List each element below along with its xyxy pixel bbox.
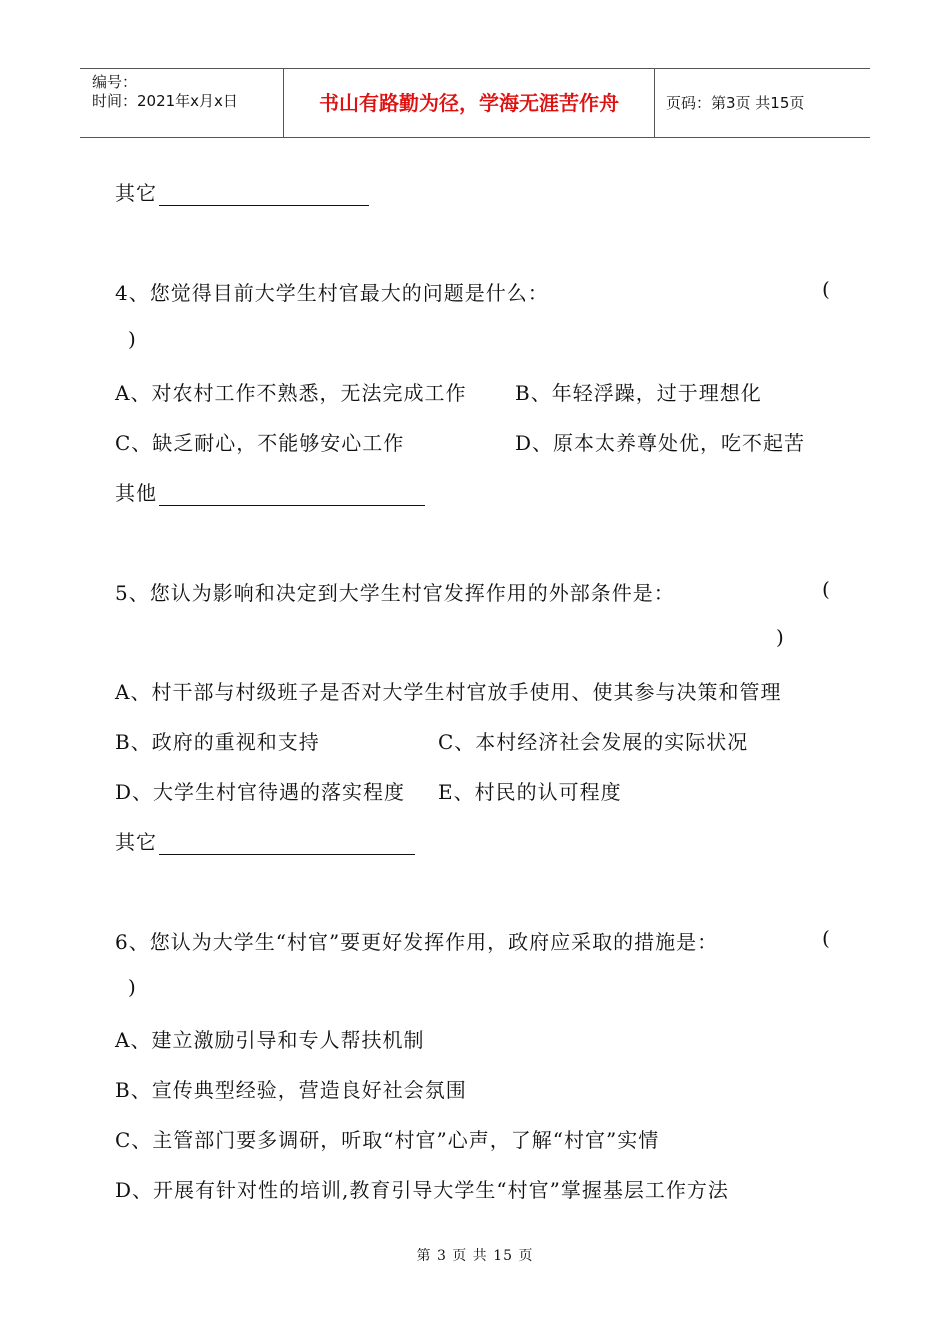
q5-option-b: B、政府的重视和支持 xyxy=(115,730,320,754)
page-footer: 第 3 页 共 15 页 xyxy=(416,1248,534,1264)
q4-option-a: A、对农村工作不熟悉，无法完成工作 xyxy=(115,381,467,405)
q6-answer-paren-close: ) xyxy=(128,975,136,999)
header-page-info: 页码：第3页 共15页 xyxy=(666,94,805,112)
number-label: 编号： xyxy=(92,73,138,91)
q6-option-a: A、建立激励引导和专人帮扶机制 xyxy=(115,1028,425,1052)
page-header xyxy=(80,68,870,138)
q4-answer-paren-open: ( xyxy=(822,277,830,301)
q3-other-label: 其它 xyxy=(115,181,157,205)
q5-answer-paren-open: ( xyxy=(822,577,830,601)
q6-question: 6、您认为大学生“村官”要更好发挥作用，政府应采取的措施是： xyxy=(115,930,719,954)
q4-other-blank[interactable] xyxy=(159,483,425,506)
q4-option-c: C、缺乏耐心，不能够安心工作 xyxy=(115,431,405,455)
q4-other-label: 其他 xyxy=(115,481,157,505)
q3-other-line xyxy=(115,177,369,206)
q5-other-blank[interactable] xyxy=(159,832,415,855)
q4-other-line xyxy=(115,477,425,506)
q6-option-b: B、宣传典型经验，营造良好社会氛围 xyxy=(115,1078,467,1102)
header-meta xyxy=(80,69,283,137)
q5-other-line xyxy=(115,826,415,855)
q6-answer-paren-open: ( xyxy=(822,926,830,950)
q5-option-d: D、大学生村官待遇的落实程度 xyxy=(115,780,406,804)
q4-question: 4、您觉得目前大学生村官最大的问题是什么： xyxy=(115,281,549,305)
q5-option-e: E、村民的认可程度 xyxy=(438,780,622,804)
q4-option-d: D、原本太养尊处优，吃不起苦 xyxy=(515,431,806,455)
date-label: 时间：2021年x月x日 xyxy=(92,92,238,110)
q5-other-label: 其它 xyxy=(115,830,157,854)
q5-answer-paren-close: ) xyxy=(776,625,784,649)
q5-question: 5、您认为影响和决定到大学生村官发挥作用的外部条件是： xyxy=(115,581,675,605)
q4-answer-paren-close: ) xyxy=(128,327,136,351)
q6-option-c: C、主管部门要多调研，听取“村官”心声，了解“村官”实情 xyxy=(115,1128,660,1152)
header-divider xyxy=(654,69,655,137)
q5-option-a: A、村干部与村级班子是否对大学生村官放手使用、使其参与决策和管理 xyxy=(115,680,782,704)
header-motto: 书山有路勤为径，学海无涯苦作舟 xyxy=(319,91,619,115)
q3-other-blank[interactable] xyxy=(159,183,369,206)
q5-option-c: C、本村经济社会发展的实际状况 xyxy=(438,730,749,754)
q6-option-d: D、开展有针对性的培训,教育引导大学生“村官”掌握基层工作方法 xyxy=(115,1178,729,1202)
q4-option-b: B、年轻浮躁，过于理想化 xyxy=(515,381,762,405)
